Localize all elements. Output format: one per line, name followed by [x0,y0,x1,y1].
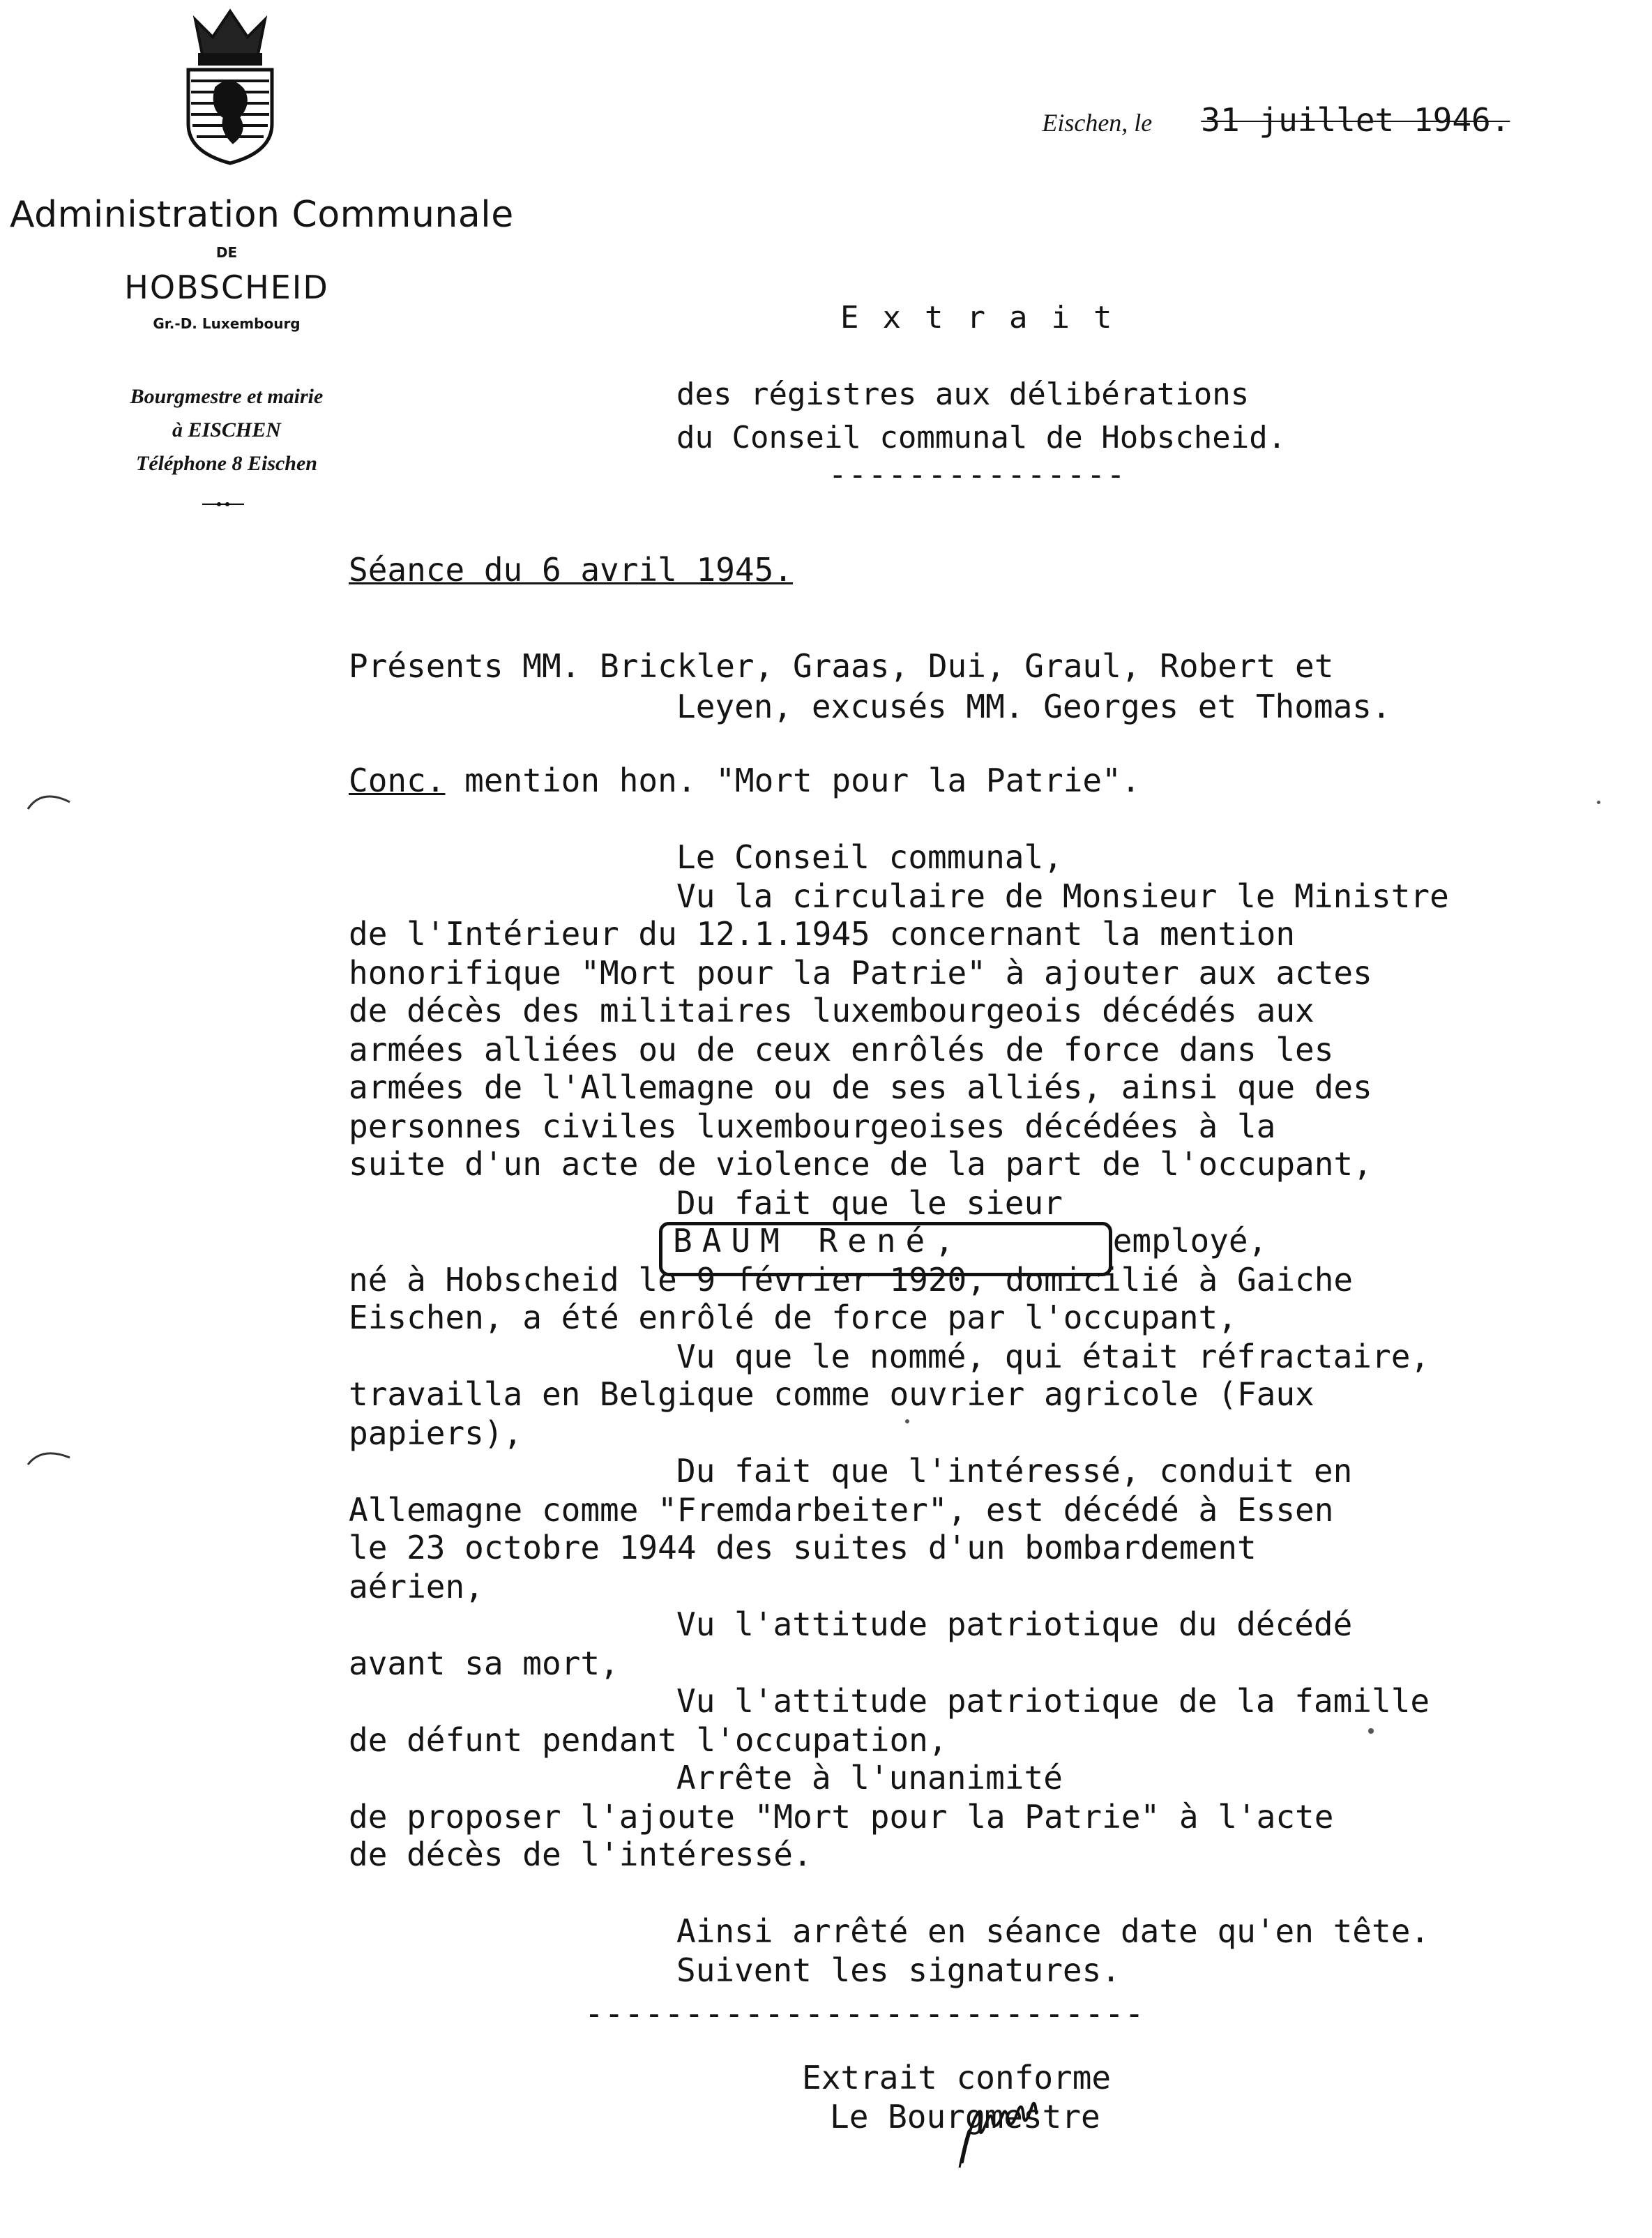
subject-line [349,762,1140,799]
document-title: Extrait [840,300,1136,335]
document-subtitle-line1: des régistres aux délibérations [676,377,1250,412]
body-line: le 23 octobre 1944 des suites d'un bombardement [349,1529,1257,1566]
date-value: 31 juillet 1946. [1201,101,1510,139]
body-line: Vu la circulaire de Monsieur le Ministre [676,877,1449,915]
signatory-title: Le Bourgmestre [830,2098,1100,2135]
extrait-conforme: Extrait conforme [802,2059,1112,2096]
body-line: Vu que le nommé, qui était réfractaire, [676,1338,1430,1375]
scan-artifact [21,1437,77,1479]
subject-text: mention hon. "Mort pour la Patrie". [445,762,1141,799]
body-line: suite d'un acte de violence de la part de l'occupant, [349,1145,1372,1183]
closing-rule: ---------------------------- [584,1995,1145,2032]
body-line: papiers), [349,1414,523,1452]
body-line: de l'Intérieur du 12.1.1945 concernant la mention [349,915,1296,953]
body-line: honorifique "Mort pour la Patrie" à ajouter aux actes [349,954,1372,992]
letterhead-commune: HOBSCHEID [124,269,329,306]
body-line: aérien, [349,1568,484,1605]
letterhead-country: Gr.-D. Luxembourg [153,315,301,332]
body-line: armées de l'Allemagne ou de ses alliés, ainsi que des [349,1068,1372,1106]
letterhead-mairie-location: à EISCHEN [172,418,281,441]
handwritten-signature-icon [941,2085,1088,2169]
body-line: travailla en Belgique comme ouvrier agricole (Faux [349,1375,1314,1413]
document-subtitle-line2: du Conseil communal de Hobscheid. [676,420,1287,455]
crowned-lion-coat-of-arms-icon [174,6,286,167]
attendance-line: Leyen, excusés MM. Georges et Thomas. [676,688,1391,725]
body-line: Eischen, a été enrôlé de force par l'occupant, [349,1299,1237,1336]
deceased-name: BAUM René, [673,1222,964,1260]
body-line: de proposer l'ajoute "Mort pour la Patrie" à l'acte [349,1798,1334,1836]
scan-artifact [1597,801,1600,804]
letterhead-de: DE [215,244,238,261]
body-line: armées alliées ou de ceux enrôlés de force dans les [349,1031,1334,1068]
body-line: personnes civiles luxembourgeoises décédées à la [349,1107,1276,1145]
heading-rule: --------------- [828,457,1127,492]
letterhead-mayor-line: Bourgmestre et mairie [130,385,324,408]
scan-artifact [905,1419,909,1423]
body-line: Suivent les signatures. [676,1951,1121,1989]
attendance-line: Présents MM. Brickler, Graas, Dui, Graul, Robert et [349,647,1334,685]
body-line: Vu l'attitude patriotique de la famille [676,1682,1430,1720]
body-line: de décès de l'intéressé. [349,1836,812,1873]
body-line: né à Hobscheid le 9 février 1920, domicilié à Gaiche [349,1261,1354,1299]
body-line: Vu l'attitude patriotique du décédé [676,1605,1353,1643]
body-line: Du fait que le sieur [676,1184,1063,1222]
body-line: Allemagne comme "Fremdarbeiter", est décédé à Essen [349,1491,1334,1529]
body-line: Du fait que l'intéressé, conduit en [676,1452,1353,1490]
body-line: de défunt pendant l'occupation, [349,1721,948,1759]
session-title: Séance du 6 avril 1945. [349,551,793,589]
letterhead-telephone: Téléphone 8 Eischen [136,452,317,475]
letterhead-administration: Administration Communale [10,194,514,236]
date-place: Eischen, le [1042,109,1153,137]
ornament-divider-icon [202,501,244,508]
body-line: de décès des militaires luxembourgeois décédés aux [349,992,1314,1029]
scan-artifact [21,781,77,823]
body-line: Le Conseil communal, [676,838,1063,876]
deceased-occupation: employé, [1093,1222,1268,1260]
body-line: avant sa mort, [349,1645,619,1682]
subject-label: Conc. [349,762,446,799]
document-date [1028,88,1510,152]
body-line: Arrête à l'unanimité [676,1759,1063,1797]
body-line: Ainsi arrêté en séance date qu'en tête. [676,1912,1430,1950]
scan-artifact [1368,1728,1374,1734]
